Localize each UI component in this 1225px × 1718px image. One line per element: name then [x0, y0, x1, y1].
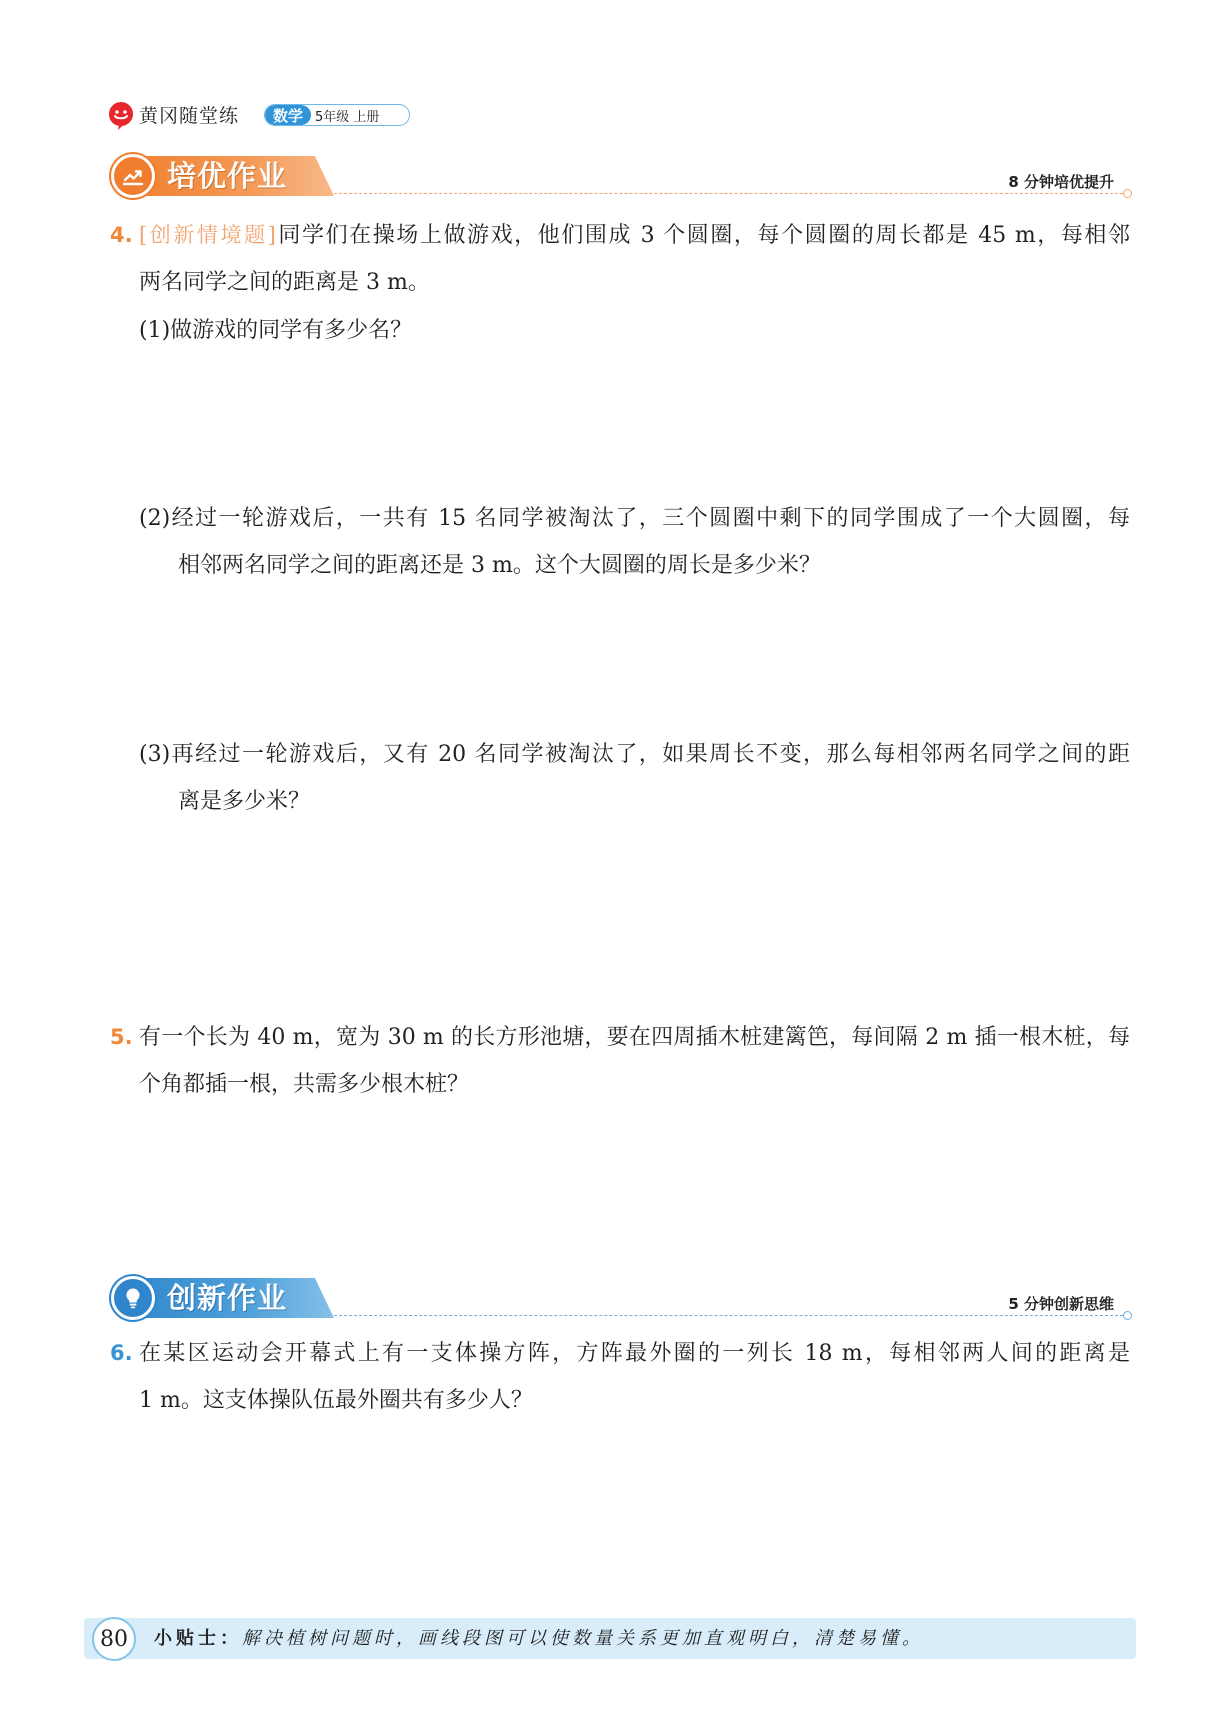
section-divider [334, 193, 1123, 194]
question-4-part-1 [139, 307, 1130, 354]
tip-text [154, 1618, 924, 1659]
sub-question-text: 再经过一轮游戏后，又有 20 名同学被淘汰了，如果周长不变，那么每相邻两名同学之间的距 [170, 742, 1130, 767]
subject-label: 数学 [265, 105, 311, 125]
question-line: 有一个长为 40 m，宽为 30 m 的长方形池塘，要在四周插木桩建篱笆，每间隔 2 m 插一根木桩，每 [139, 1025, 1130, 1050]
sub-question-line [139, 731, 1130, 778]
question-tag: [创新情境题] [139, 223, 277, 247]
sub-question-text: 经过一轮游戏后，一共有 15 名同学被淘汰了，三个圆圈中剩下的同学围成了一个大圆圈，每 [170, 506, 1130, 531]
sub-question-line: 离是多少米？ [178, 789, 311, 814]
smiley-logo-icon [107, 101, 135, 131]
question-number: 6. [110, 1341, 133, 1365]
question-line: 两名同学之间的距离是 3 m。 [139, 270, 430, 295]
section-title: 创新作业 [167, 1281, 288, 1315]
sub-question-line [139, 495, 1130, 542]
section-time-note: 8 分钟培优提升 [1008, 173, 1114, 191]
section-header-practice [0, 154, 1225, 204]
tip-label: 小贴士： [154, 1628, 242, 1649]
chart-icon [111, 154, 155, 198]
divider-end-dot [1123, 1311, 1132, 1320]
sub-question-line: 相邻两名同学之间的距离还是 3 m。这个大圆圈的周长是多少米？ [178, 553, 821, 578]
sub-question-label: (2) [139, 506, 171, 531]
question-number: 5. [110, 1025, 133, 1049]
sub-question-line [139, 307, 1130, 354]
question-line: 1 m。这支体操队伍最外圈共有多少人？ [139, 1388, 533, 1413]
divider-end-dot [1123, 189, 1132, 198]
question-line: 在某区运动会开幕式上有一支体操方阵，方阵最外圈的一列长 18 m，每相邻两人间的距离是 [139, 1341, 1130, 1366]
sub-question-text: 做游戏的同学有多少名？ [170, 318, 413, 343]
question-number: 4. [110, 223, 133, 247]
tip-body: 解决植树问题时，画线段图可以使数量关系更加直观明白，清楚易懂。 [242, 1628, 924, 1649]
question-4-part-2 [139, 495, 1130, 589]
section-time-note: 5 分钟创新思维 [1008, 1295, 1114, 1313]
sub-question-label: (3) [139, 742, 171, 767]
page-number: 80 [92, 1617, 136, 1661]
question-6 [110, 1330, 1130, 1424]
question-4-part-3 [139, 731, 1130, 825]
question-line [139, 212, 1130, 259]
question-5 [110, 1014, 1130, 1108]
subject-badge [264, 104, 410, 126]
sub-question-label: (1) [139, 318, 171, 343]
section-title: 培优作业 [167, 159, 288, 193]
question-text: 同学们在操场上做游戏，他们围成 3 个圆圈，每个圆圈的周长都是 45 m，每相邻 [276, 223, 1130, 248]
brand-name: 黄冈随堂练 [139, 105, 240, 127]
question-line: 个角都插一根，共需多少根木桩？ [139, 1072, 470, 1097]
section-divider [334, 1315, 1123, 1316]
section-header-innovation [0, 1276, 1225, 1326]
question-4 [110, 212, 1130, 306]
lightbulb-icon [111, 1276, 155, 1320]
grade-label: 5年级 上册 [315, 109, 380, 125]
